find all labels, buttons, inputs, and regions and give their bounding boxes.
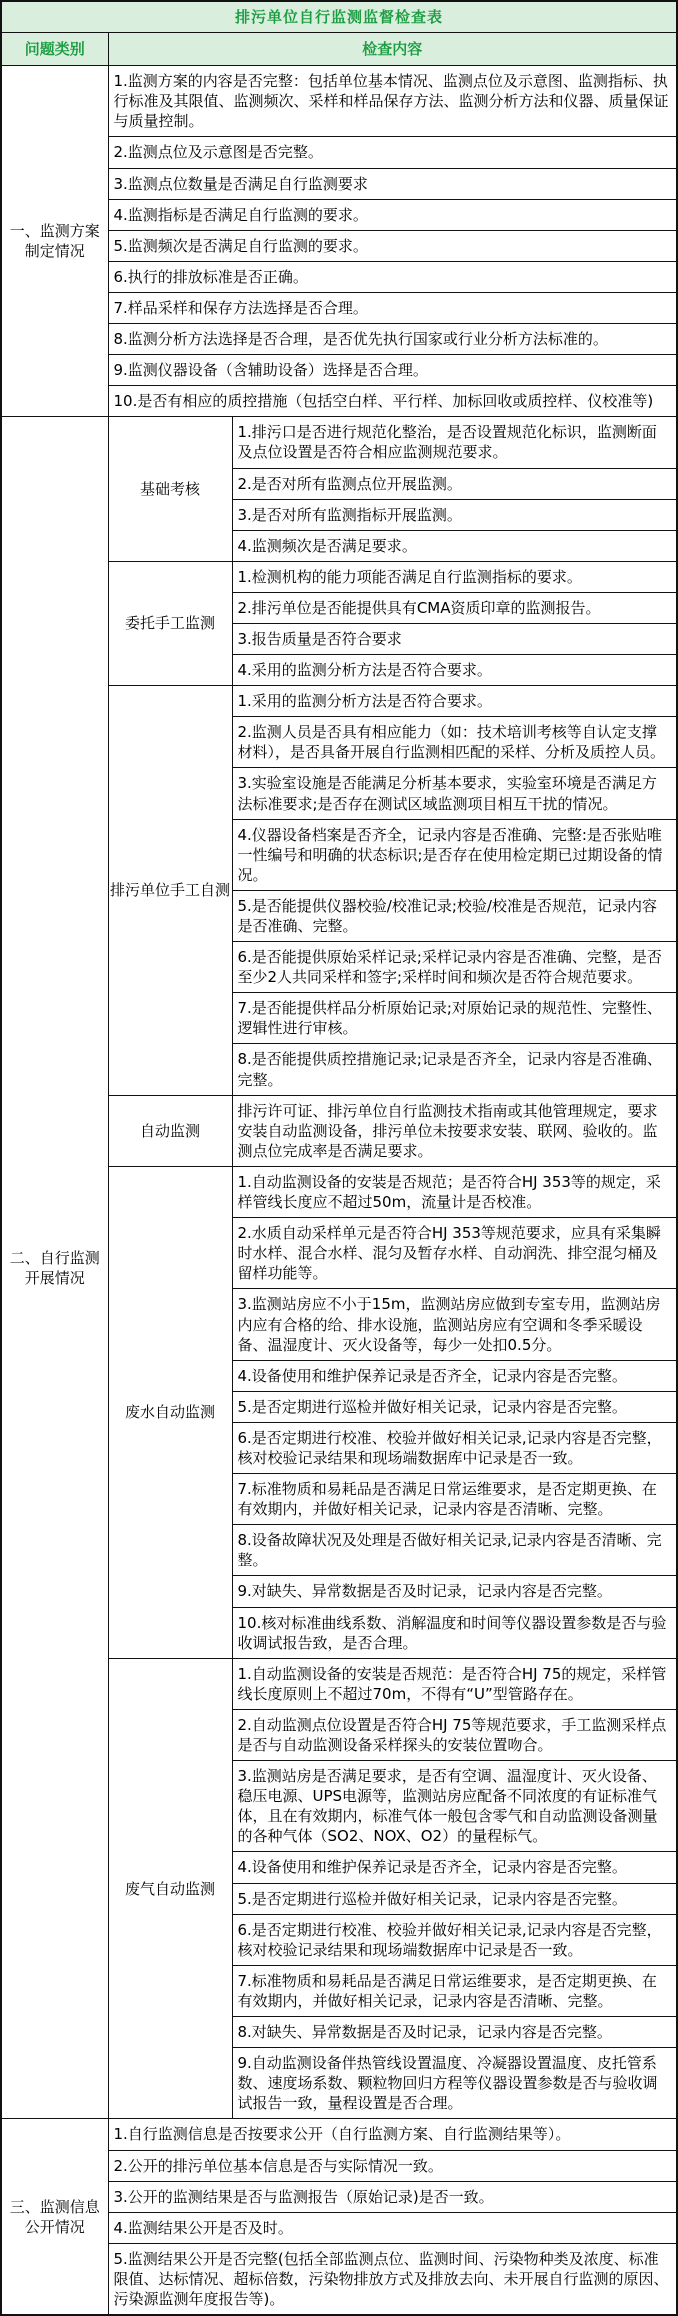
check-item: 2.公开的排污单位基本信息是否与实际情况一致。 <box>108 2150 677 2181</box>
check-item: 6.是否能提供原始采样记录;采样记录内容是否准确、完整，是否至少2人共同采样和签字;采样时间和频次是否符合规范要求。 <box>232 942 677 993</box>
check-item: 排污许可证、排污单位自行监测技术指南或其他管理规定，要求安装自动监测设备，排污单位未按要求安装、联网、验收的。监测点位完成率是否满足要求。 <box>232 1095 677 1166</box>
page-title: 排污单位自行监测监督检查表 <box>1 1 677 33</box>
subcategory-cell: 委托手工监测 <box>108 561 232 685</box>
category-cell-1: 一、监测方案制定情况 <box>1 66 108 417</box>
check-item: 10.是否有相应的质控措施（包括空白样、平行样、加标回收或质控样、仪校准等) <box>108 386 677 417</box>
check-item: 1.检测机构的能力项能否满足自行监测指标的要求。 <box>232 561 677 592</box>
check-item: 3.报告质量是否符合要求 <box>232 623 677 654</box>
check-item: 1.采用的监测分析方法是否符合要求。 <box>232 686 677 717</box>
check-item: 4.仪器设备档案是否齐全，记录内容是否准确、完整:是否张贴唯一性编号和明确的状态标识;是否存在使用检定期已过期设备的情况。 <box>232 819 677 890</box>
check-item: 10.核对标准曲线系数、消解温度和时间等仪器设置参数是否与验收调试报告致，是否合理。 <box>232 1607 677 1658</box>
check-item: 8.监测分析方法选择是否合理，是否优先执行国家或行业分析方法标准的。 <box>108 324 677 355</box>
check-item: 2.监测人员是否具有相应能力（如：技术培训考核等自认定支撑材料），是否具备开展自行监测相匹配的采样、分析及质控人员。 <box>232 717 677 768</box>
check-item: 7.样品采样和保存方法选择是否合理。 <box>108 292 677 323</box>
subcategory-cell: 排污单位手工自测 <box>108 686 232 1096</box>
check-item: 3.是否对所有监测指标开展监测。 <box>232 499 677 530</box>
subcategory-cell: 废水自动监测 <box>108 1166 232 1658</box>
subcategory-cell: 基础考核 <box>108 417 232 561</box>
check-item: 1.自动监测设备的安装是否规范：是否符合HJ 75的规定，采样管线长度原则上不超过70m，不得有“U”型管路存在。 <box>232 1658 677 1709</box>
check-item: 2.监测点位及示意图是否完整。 <box>108 137 677 168</box>
check-item: 2.水质自动采样单元是否符合HJ 353等规范要求，应具有采集瞬时水样、混合水样、混匀及暂存水样、自动润洗、排空混匀桶及留样功能等。 <box>232 1218 677 1289</box>
check-item: 2.自动监测点位设置是否符合HJ 75等规范要求，手工监测采样点是否与自动监测设备采样探头的安装位置吻合。 <box>232 1709 677 1760</box>
check-item: 8.是否能提供质控措施记录;记录是否齐全，记录内容是否准确、完整。 <box>232 1044 677 1095</box>
check-item: 4.监测频次是否满足要求。 <box>232 530 677 561</box>
check-item: 7.是否能提供样品分析原始记录;对原始记录的规范性、完整性、逻辑性进行审核。 <box>232 993 677 1044</box>
check-item: 7.标准物质和易耗品是否满足日常运维要求，是否定期更换、在有效期内，并做好相关记录，记录内容是否清晰、完整。 <box>232 1965 677 2016</box>
check-item: 4.设备使用和维护保养记录是否齐全，记录内容是否完整。 <box>232 1852 677 1883</box>
col-header-category: 问题类别 <box>1 33 108 66</box>
check-item: 9.对缺失、异常数据是否及时记录，记录内容是否完整。 <box>232 1576 677 1607</box>
check-item: 1.监测方案的内容是否完整：包括单位基本情况、监测点位及示意图、监测指标、执行标准及其限值、监测频次、采样和样品保存方法、监测分析方法和仪器、质量保证与质量控制。 <box>108 66 677 137</box>
check-item: 4.采用的监测分析方法是否符合要求。 <box>232 655 677 686</box>
col-header-content: 检查内容 <box>108 33 677 66</box>
check-item: 3.监测点位数量是否满足自行监测要求 <box>108 168 677 199</box>
check-item: 3.监测站房应不小于15m，监测站房应做到专室专用，监测站房内应有合格的给、排水设施，监测站房应有空调和冬季采暖设备、温湿度计、灭火设备等，每少一处扣0.5分。 <box>232 1289 677 1360</box>
check-item: 3.公开的监测结果是否与监测报告（原始记录)是否一致。 <box>108 2181 677 2212</box>
check-item: 3.实验室设施是否能满足分析基本要求，实验室环境是否满足方法标准要求;是否存在测试区域监测项目相互干扰的情况。 <box>232 768 677 819</box>
check-item: 4.设备使用和维护保养记录是否齐全，记录内容是否完整。 <box>232 1360 677 1391</box>
check-item: 8.设备故障状况及处理是否做好相关记录,记录内容是否清晰、完整。 <box>232 1525 677 1576</box>
check-item: 1.自行监测信息是否按要求公开（自行监测方案、自行监测结果等）。 <box>108 2119 677 2150</box>
check-item: 1.排污口是否进行规范化整治，是否设置规范化标识，监测断面及点位设置是否符合相应监测规范要求。 <box>232 417 677 468</box>
check-item: 6.是否定期进行校准、校验并做好相关记录,记录内容是否完整，核对校验记录结果和现场端数据库中记录是否一致。 <box>232 1914 677 1965</box>
check-item: 5.监测结果公开是否完整(包括全部监测点位、监测时间、污染物种类及浓度、标准限值、达标情况、超标倍数，污染物排放方式及排放去向、未开展自行监测的原因、污染源监测年度报告等)。 <box>108 2243 677 2315</box>
category-cell-2: 二、自行监测开展情况 <box>1 417 108 2119</box>
check-item: 6.执行的排放标准是否正确。 <box>108 261 677 292</box>
check-item: 5.监测频次是否满足自行监测的要求。 <box>108 230 677 261</box>
category-cell-3: 三、监测信息公开情况 <box>1 2119 108 2315</box>
check-item: 5.是否能提供仪器校验/校准记录;校验/校准是否规范，记录内容是否准确、完整。 <box>232 890 677 941</box>
subcategory-cell: 废气自动监测 <box>108 1658 232 2119</box>
subcategory-cell: 自动监测 <box>108 1095 232 1166</box>
check-item: 1.自动监测设备的安装是否规范；是否符合HJ 353等的规定，采样管线长度应不超过50m，流量计是否校准。 <box>232 1166 677 1217</box>
check-item: 6.是否定期进行校准、校验并做好相关记录,记录内容是否完整，核对校验记录结果和现场端数据库中记录是否一致。 <box>232 1422 677 1473</box>
check-item: 4.监测指标是否满足自行监测的要求。 <box>108 199 677 230</box>
check-item: 7.标准物质和易耗品是否满足日常运维要求，是否定期更换、在有效期内，并做好相关记录，记录内容是否清晰、完整。 <box>232 1474 677 1525</box>
check-item: 8.对缺失、异常数据是否及时记录，记录内容是否完整。 <box>232 2017 677 2048</box>
check-item: 9.监测仪器设备（含辅助设备）选择是否合理。 <box>108 355 677 386</box>
check-item: 9.自动监测设备伴热管线设置温度、冷凝器设置温度、皮托管系数、速度场系数、颗粒物回归方程等仪器设置参数是否与验收调试报告一致，量程设置是否合理。 <box>232 2048 677 2119</box>
check-item: 2.是否对所有监测点位开展监测。 <box>232 468 677 499</box>
check-item: 2.排污单位是否能提供具有CMA资质印章的监测报告。 <box>232 592 677 623</box>
check-item: 5.是否定期进行巡检并做好相关记录，记录内容是否完整。 <box>232 1883 677 1914</box>
check-item: 5.是否定期进行巡检并做好相关记录，记录内容是否完整。 <box>232 1391 677 1422</box>
check-item: 3.监测站房是否满足要求，是否有空调、温湿度计、灭火设备、稳压电源、UPS电源等，监测站房应配备不同浓度的有证标准气体，且在有效期内，标准气体一般包含零气和自动监测设备测量的各种气体（SO2、NOX、O2）的量程标气。 <box>232 1761 677 1852</box>
check-item: 4.监测结果公开是否及时。 <box>108 2212 677 2243</box>
